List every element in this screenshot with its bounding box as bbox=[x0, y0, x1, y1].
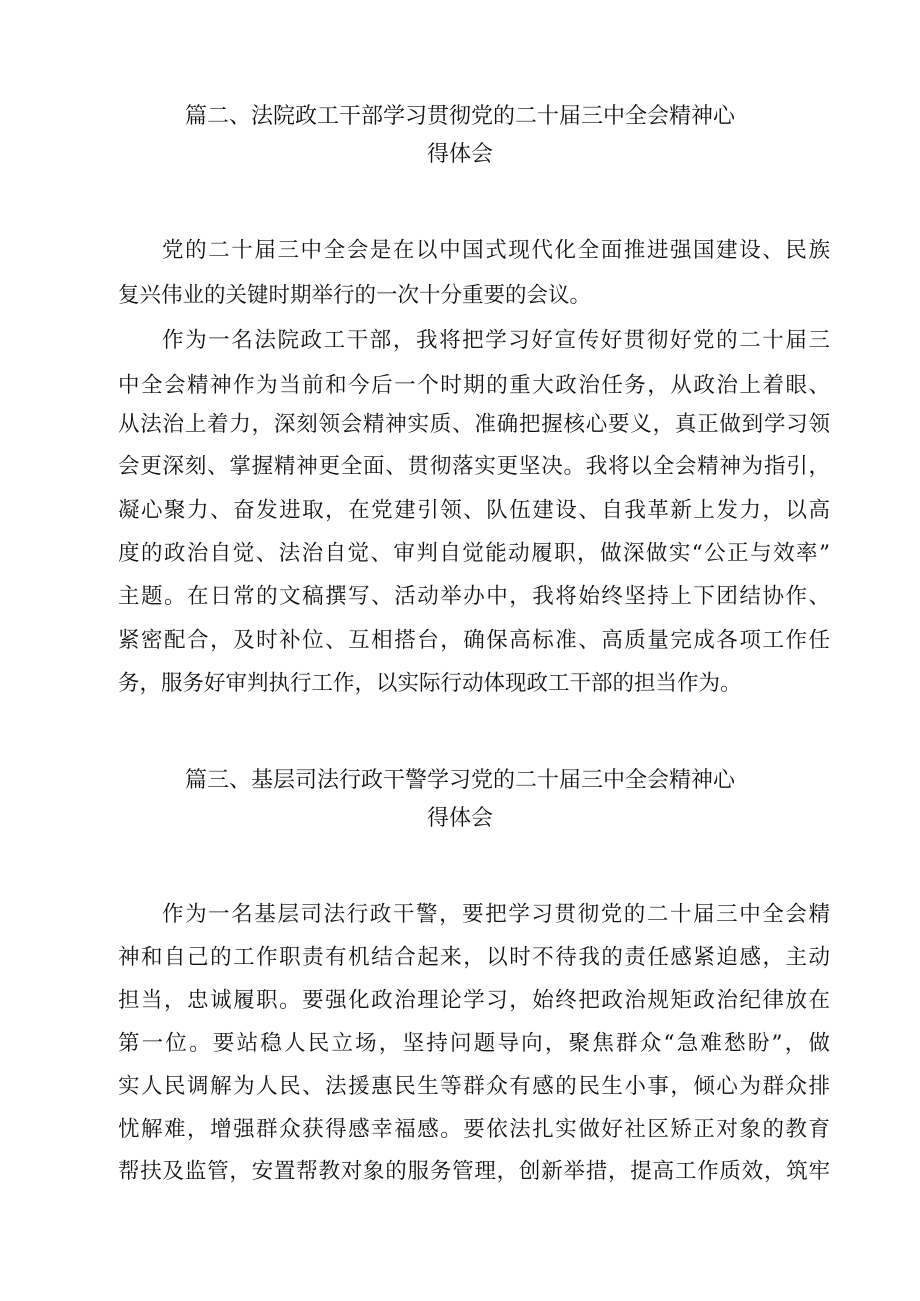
section2-title-line2: 得体会 bbox=[426, 142, 493, 167]
paragraph-line: 神和自己的工作职责有机结合起来，以时不待我的责任感紧迫感，主动 bbox=[118, 945, 830, 970]
paragraph-line: 中全会精神作为当前和今后一个时期的重大政治任务，从政治上着眼、 bbox=[118, 373, 830, 398]
paragraph-line: 主题。在日常的文稿撰写、活动举办中，我将始终坚持上下团结协作、 bbox=[118, 584, 830, 609]
paragraph-line: 帮扶及监管，安置帮教对象的服务管理，创新举措，提高工作质效，筑牢 bbox=[118, 1159, 830, 1184]
section3-title-line1: 篇三、基层司法行政干警学习党的二十届三中全会精神心 bbox=[184, 768, 735, 793]
paragraph-line: 凝心聚力、奋发进取，在党建引领、队伍建设、自我革新上发力，以高 bbox=[118, 498, 830, 523]
paragraph-line: 紧密配合，及时补位、互相搭台，确保高标准、高质量完成各项工作任 bbox=[118, 628, 830, 653]
paragraph-line: 忧解难，增强群众获得感幸福感。要依法扎实做好社区矫正对象的教育 bbox=[118, 1117, 830, 1142]
paragraph-line: 从法治上着力，深刻领会精神实质、准确把握核心要义，真正做到学习领 bbox=[118, 412, 830, 437]
section3-title-line2: 得体会 bbox=[426, 806, 493, 831]
section3-title bbox=[100, 762, 820, 838]
paragraph-line: 实人民调解为人民、法援惠民生等群众有感的民生小事，倾心为群众排 bbox=[118, 1074, 830, 1099]
paragraph-line: 务，服务好审判执行工作，以实际行动体现政工干部的担当作为。 bbox=[118, 671, 742, 696]
paragraph-line: 第一位。要站稳人民立场，坚持问题导向，聚焦群众“急难愁盼”，做 bbox=[118, 1031, 830, 1056]
paragraph-line: 担当，忠诚履职。要强化政治理论学习，始终把政治规矩政治纪律放在 bbox=[118, 988, 830, 1013]
paragraph-line: 会更深刻、掌握精神更全面、贯彻落实更坚决。我将以全会精神为指引， bbox=[118, 454, 830, 479]
paragraph-line: 度的政治自觉、法治自觉、审判自觉能动履职，做深做实“公正与效率” bbox=[118, 541, 830, 566]
paragraph-line: 复兴伟业的关键时期举行的一次十分重要的会议。 bbox=[118, 283, 592, 308]
paragraph-line: 党的二十届三中全会是在以中国式现代化全面推进强国建设、民族 bbox=[162, 238, 830, 263]
paragraph-line: 作为一名法院政工干部，我将把学习好宣传好贯彻好党的二十届三 bbox=[162, 328, 830, 353]
section2-title bbox=[100, 98, 820, 174]
paragraph-line: 作为一名基层司法行政干警，要把学习贯彻党的二十届三中全会精 bbox=[162, 902, 830, 927]
section2-title-line1: 篇二、法院政工干部学习贯彻党的二十届三中全会精神心 bbox=[184, 104, 735, 129]
